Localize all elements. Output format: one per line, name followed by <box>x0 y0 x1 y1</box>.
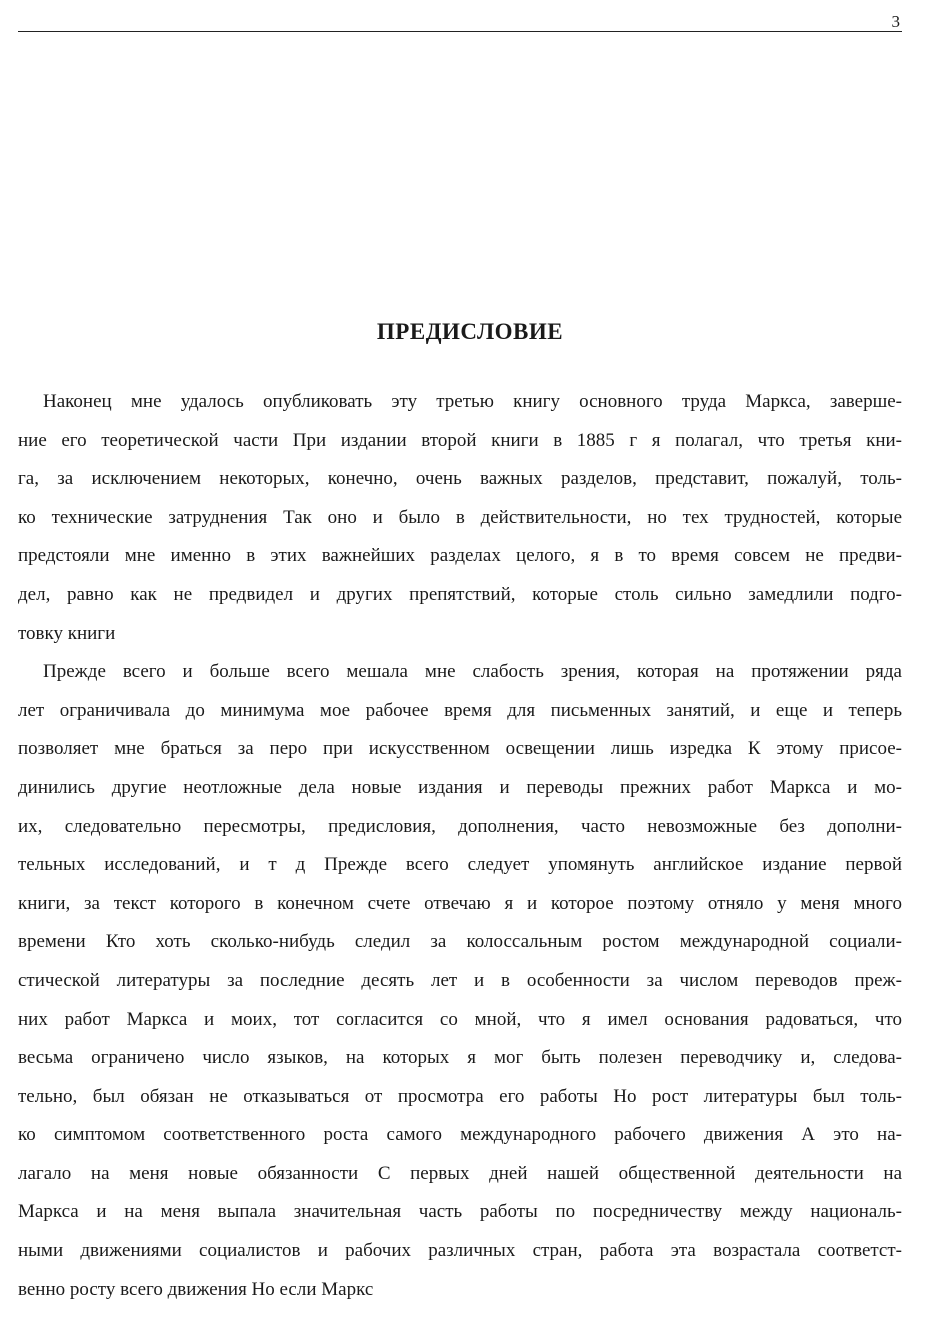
text-line: позволяет мне браться за перо при искусственном освещении лишь изредка К этому присое- <box>18 738 902 760</box>
text-line: ными движениями социалистов и рабочих различных стран, работа эта возрастала соответст- <box>18 1240 902 1262</box>
text-line: времени Кто хоть сколько-нибудь следил за колоссальным ростом международной социали- <box>18 931 902 953</box>
page-title: ПРЕДИСЛОВИЕ <box>376 319 564 344</box>
text-line: тельно, был обязан не отказываться от просмотра его работы Но рост литературы был толь- <box>18 1085 902 1107</box>
text-line: Прежде всего и больше всего мешала мне слабость зрения, которая на протяжении ряда <box>43 661 902 683</box>
text-line: Наконец мне удалось опубликовать эту третью книгу основного труда Маркса, заверше- <box>43 391 902 412</box>
text-line: тельных исследований, и т д Прежде всего следует упомянуть английское издание первой <box>18 854 902 876</box>
text-line: товку книги <box>18 622 116 644</box>
text-line: венно росту всего движения Но если Маркс <box>18 1278 374 1300</box>
text-line: ко технические затруднения Так оно и было в действительности, но тех трудностей, которые <box>18 506 902 528</box>
page-number: 3 <box>891 12 900 31</box>
text-line: них работ Маркса и моих, тот согласится со мной, что я имел основания радоваться, что <box>18 1008 902 1030</box>
text-line: их, следовательно пересмотры, предисловия, дополнения, часто невозможные без дополни- <box>18 815 902 837</box>
text-line: ко симптомом соответственного роста самого международного рабочего движения А это на- <box>18 1124 902 1146</box>
text-line: лет ограничивала до минимума мое рабочее время для письменных занятий, и еще и теперь <box>18 699 902 721</box>
text-line: ние его теоретической части При издании второй книги в 1885 г я полагал, что третья кни- <box>18 429 902 451</box>
text-line: Маркса и на меня выпала значительная часть работы по посредничеству между националь- <box>18 1201 902 1223</box>
body-text <box>18 383 902 1309</box>
text-line: книги, за текст которого в конечном счете отвечаю я и которое поэтому отняло у меня много <box>18 892 902 914</box>
text-line: стической литературы за последние десять лет и в особенности за числом переводов преж- <box>18 969 902 991</box>
text-line: лагало на меня новые обязанности С первых дней нашей общественной деятельности на <box>18 1162 902 1184</box>
text-line: дел, равно как не предвидел и других препятствий, которые столь сильно замедлили подго- <box>18 583 902 605</box>
text-line: весьма ограничено число языков, на которых я мог быть полезен переводчику и, следова- <box>18 1047 902 1069</box>
text-line: динились другие неотложные дела новые издания и переводы прежних работ Маркса и мо- <box>18 776 902 798</box>
text-line: га, за исключением некоторых, конечно, очень важных разделов, представит, пожалуй, толь- <box>18 468 902 490</box>
header-rule <box>18 31 902 32</box>
text-line: предстояли мне именно в этих важнейших разделах целого, я в то время совсем не предви- <box>18 545 902 567</box>
